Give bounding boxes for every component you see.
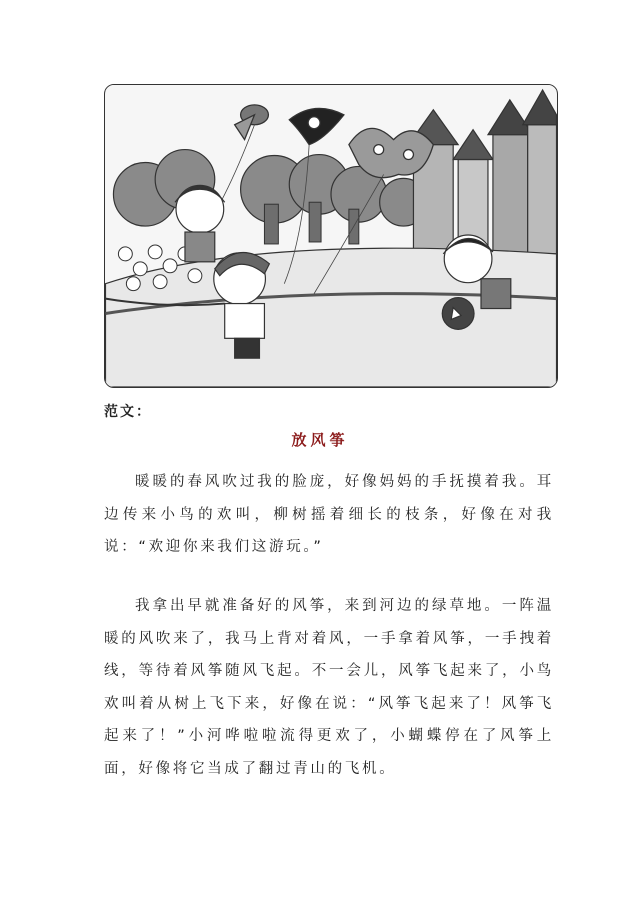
kite-flying-illustration <box>104 84 558 388</box>
sample-label: 范文： <box>104 404 152 420</box>
essay-paragraph-2: 我拿出早就准备好的风筝，来到河边的绿草地。一阵温暖的风吹来了，我马上背对着风，一手拿着风筝，一手拽着线，等待着风筝随风飞起。不一会儿，风筝飞起来了，小鸟欢叫着从树上飞下来，好像在说：“风筝飞起来了！风筝飞起来了！”小河哗啦啦流得更欢了，小蝴蝶停在了风筝上面，好像将它当成了翻过青山的飞机。 <box>104 598 554 777</box>
essay-title: 放风筝 <box>291 431 349 449</box>
essay-paragraph-1: 暖暖的春风吹过我的脸庞，好像妈妈的手抚摸着我。耳边传来小鸟的欢叫，柳树摇着细长的枝条，好像在对我说：“欢迎你来我们这游玩。” <box>104 474 554 555</box>
